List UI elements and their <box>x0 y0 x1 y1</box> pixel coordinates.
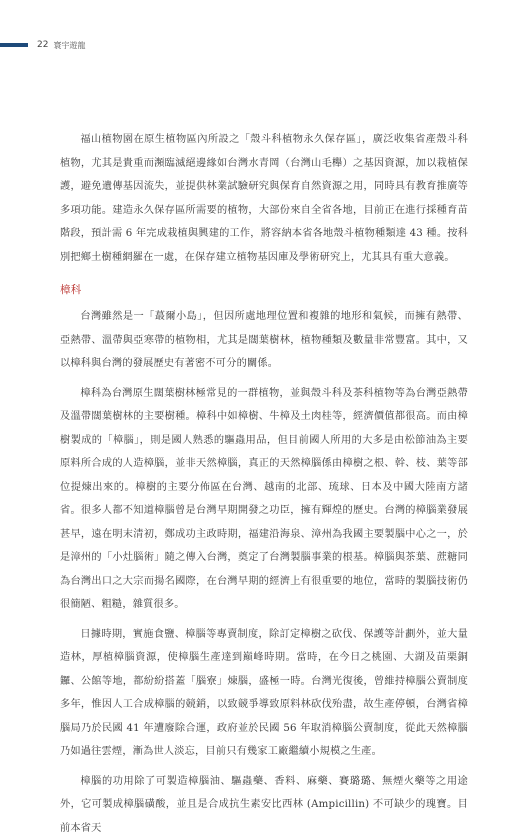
paragraph: 樟科為台灣原生闊葉樹林極常見的一群植物，並與殼斗科及茶科植物等為台灣亞熱帶及溫帶闊葉樹林的主要樹種。樟科中如樟樹、牛樟及土肉桂等，經濟價值都很高。而由樟樹製成的「樟腦」，則是國人熟悉的驅蟲用品，但目前國人所用的大多是由松節油為主要原料所合成的人造樟腦，並非天然樟腦，真正的天然樟腦係由樟樹之根、幹、枝、葉等部位提煉出來的。樟樹的主要分佈區在台灣、越南的北部、琉球、日本及中國大陸南方諸省。很多人都不知道樟腦曾是台灣早期開發之功臣，擁有輝煌的歷史。台灣的樟腦業發展甚早，遠在明末清初，鄭成功主政時期，福建沿海泉、漳州為我國主要製腦中心之一，於是漳州的「小灶腦術」隨之傳入台灣，奠定了台灣製腦事業的根基。樟腦與茶葉、蔗糖同為台灣出口之大宗而揚名國際，在台灣早期的經濟上有很重要的地位，當時的製腦技術仍很簡陋、粗糙，雜質很多。 <box>60 382 468 617</box>
paragraph: 日據時期，實施食鹽、樟腦等專賣制度，除訂定樟樹之砍伐、保護等計劃外，並大量造林，厚植樟腦資源，使樟腦生產達到巔峰時期。當時，在今日之桃園、大湖及苗栗銅鑼、公館等地，都紛紛搭蓋「腦寮」煉腦，盛極一時。台灣光復後，曾維持樟腦公賣制度多年，惟因人工合成樟腦的競銷，以致競爭導致原料林砍伐殆盡，故生產停頓，台灣省樟腦局乃於民國 41 年遭廢除合運，政府並於民國 56 年取消樟腦公賣制度，從此天然樟腦乃如過往雲煙，漸為世人淡忘，目前只有幾家工廠繼續小規模之生產。 <box>60 623 468 764</box>
book-title: 寰宇遊龍 <box>53 40 85 51</box>
header-accent-bar <box>0 43 28 47</box>
paragraph: 樟腦的功用除了可製造樟腦油、驅蟲藥、香料、麻藥、賽璐璐、無煙火藥等之用途外，它可製成樟腦磺酸，並且是合成抗生素安比西林 (Ampicillin) 不可缺少的瑰寶。目前本省天 <box>60 770 468 840</box>
paragraph: 台灣雖然是一「蕞爾小島」，但因所處地理位置和複雜的地形和氣候，而擁有熱帶、亞熱帶、溫帶與亞寒帶的植物相，尤其是闊葉樹林，植物種類及數量非常豐富。其中，又以樟科與台灣的發展歷史有著密不可分的關係。 <box>60 305 468 376</box>
body-text <box>60 128 468 840</box>
running-header <box>37 38 85 52</box>
section-heading: 樟科 <box>60 281 468 299</box>
paragraph: 福山植物園在原生植物區內所設之「殼斗科植物永久保存區」，廣泛收集省產殼斗科植物，尤其是貴重而瀕臨滅絕邊緣如台灣水青岡（台灣山毛櫸）之基因資源，加以栽植保護，避免遺傳基因流失，並提供林業試驗研究與保育自然資源之用，同時具有教育推廣等多項功能。建造永久保存區所需要的植物，大部份來自全省各地，目前正在進行採種育苗階段，預計需 6 年完成栽植與興建的工作，將容納本省各地殼斗植物種類達 43 種。按科別把鄉土樹種網羅在一處，在保存建立植物基因庫及學術研究上，尤其具有重大意義。 <box>60 128 468 269</box>
page-number: 22 <box>37 40 48 50</box>
